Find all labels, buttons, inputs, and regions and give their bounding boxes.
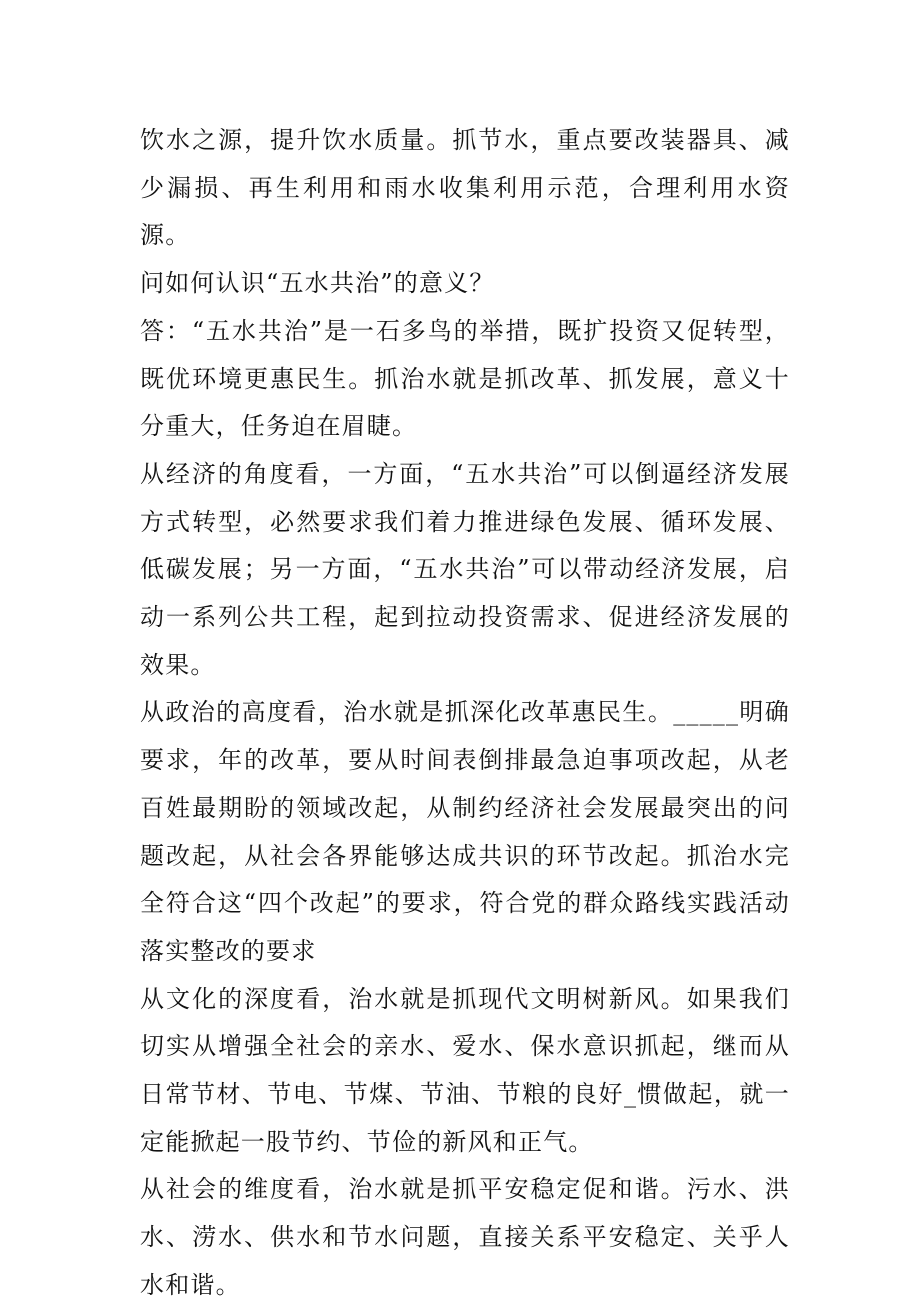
paragraph-economic: 从经济的角度看，一方面，“五水共治”可以倒逼经济发展方式转型，必然要求我们着力推进绿色发展、循环发展、低碳发展；另一方面，“五水共治”可以带动经济发展，启动一系列公共工程，起到拉动投资需求、促进经济发展的效果。 — [140, 459, 790, 679]
paragraph-political: 从政治的高度看，治水就是抓深化改革惠民生。_____明确要求，年的改革，要从时间表倒排最急迫事项改起，从老百姓最期盼的领域改起，从制约经济社会发展最突出的问题改起，从社会各界能够达成共识的环节改起。抓治水完全符合这“四个改起”的要求，符合党的群众路线实践活动落实整改的要求 — [140, 698, 790, 965]
paragraph-answer: 答：“五水共治”是一石多鸟的举措，既扩投资又促转型，既优环境更惠民生。抓治水就是抓改革、抓发展，意义十分重大，任务迫在眉睫。 — [140, 316, 790, 441]
paragraph-social: 从社会的维度看，治水就是抓平安稳定促和谐。污水、洪水、涝水、供水和节水问题，直接关系平安稳定、关乎人水和谐。 — [140, 1175, 790, 1299]
document-body — [140, 117, 790, 1310]
paragraph-cultural: 从文化的深度看，治水就是抓现代文明树新风。如果我们切实从增强全社会的亲水、爱水、保水意识抓起，继而从日常节材、节电、节煤、节油、节粮的良好_惯做起，就一定能掀起一股节约、节俭的新风和正气。 — [140, 984, 790, 1156]
paragraph-water-saving: 饮水之源，提升饮水质量。抓节水，重点要改装器具、减少漏损、再生利用和雨水收集利用示范，合理利用水资源。 — [140, 126, 790, 250]
paragraph-question: 问如何认识“五水共治”的意义？ — [140, 269, 495, 298]
